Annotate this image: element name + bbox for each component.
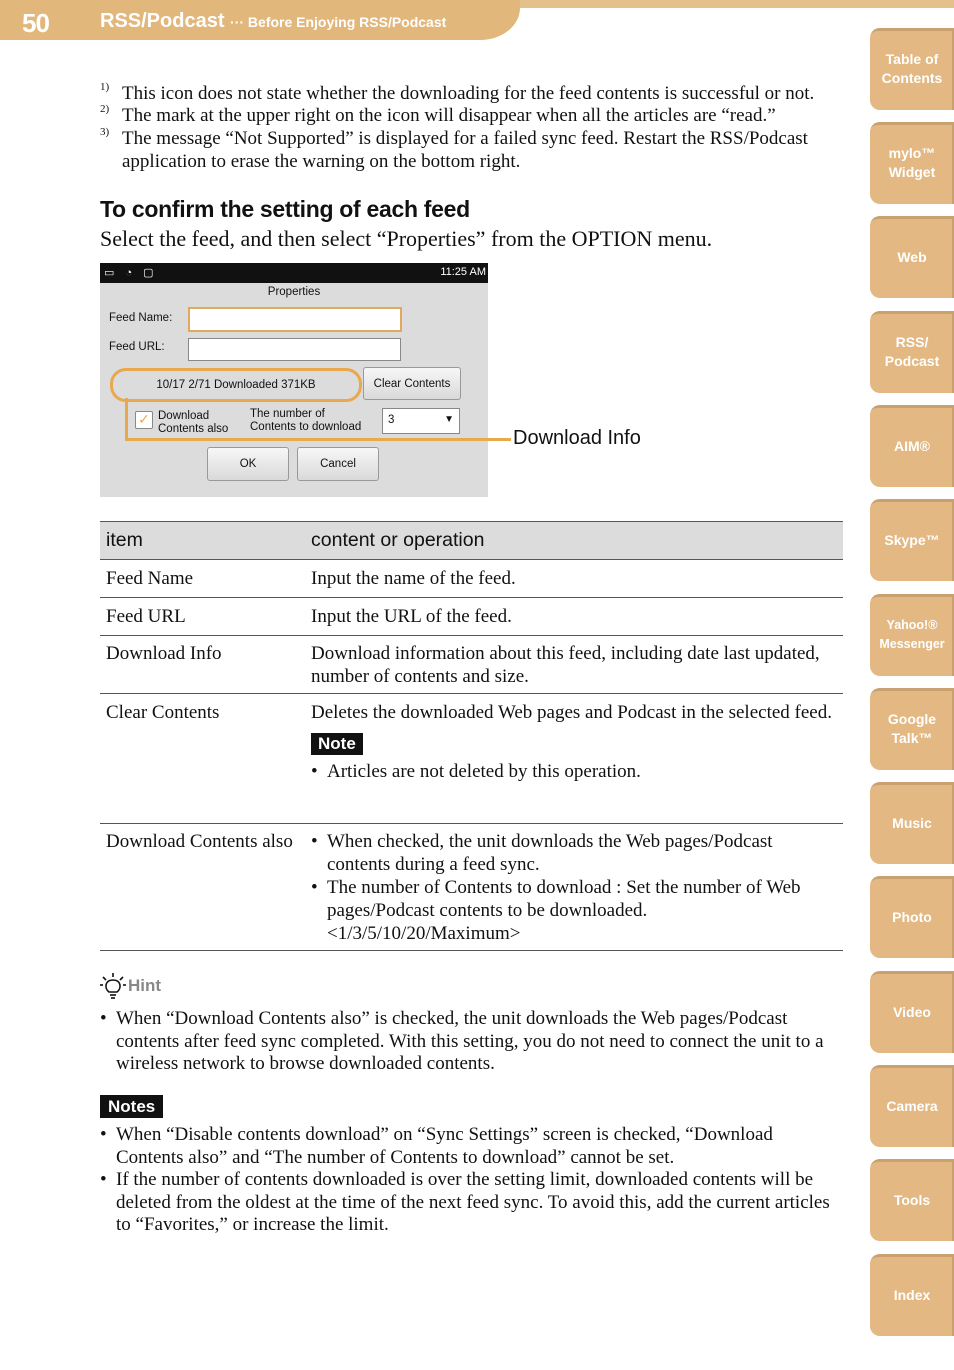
row-item: Feed URL [106,606,186,627]
tab-google-talk[interactable]: Google Talk™ [870,688,954,770]
list-item: • The number of Contents to download : Set the number of Web pages/Podcast contents to be downloaded. <1/3/5/10/20/Maximum> [311,876,839,945]
hint-label: Hint [128,976,162,995]
section-heading: To confirm the setting of each feed [100,196,470,222]
tab-web[interactable]: Web [870,216,954,298]
hint-text: • When “Download Contents also” is checked, the unit downloads the Web pages/Podcast contents after feed sync completed. With this setting, you do not need to connect the unit to a wireless network to browse downloaded contents. [100,1008,840,1076]
tab-camera[interactable]: Camera [870,1065,954,1147]
feed-name-input[interactable] [188,307,402,332]
note-badge: Note [311,733,363,755]
list-item: • When checked, the unit downloads the Web pages/Podcast contents during a feed sync. [311,830,839,876]
tab-tools[interactable]: Tools [870,1159,954,1241]
hint-heading [100,972,161,1000]
properties-table [100,521,843,951]
row-item: Feed Name [106,568,194,589]
row-content-block [311,701,839,783]
header-item: item [106,529,143,551]
notes-badge: Notes [100,1095,163,1118]
footnote-mark: 1) [100,81,110,93]
cancel-button[interactable]: Cancel [297,447,379,481]
breadcrumb [100,10,446,33]
clear-contents-button[interactable]: Clear Contents [363,367,461,400]
feed-url-input[interactable] [188,338,401,361]
dialog-title: Properties [267,286,321,298]
row-item: Download Contents also [106,831,293,852]
tab-rss-podcast[interactable]: RSS/ Podcast [870,311,954,393]
note-text: • Articles are not deleted by this operation. [311,760,839,783]
tab-video[interactable]: Video [870,971,954,1053]
table-header [100,521,843,560]
number-of-contents-value: 3 [388,414,395,426]
row-content: Input the URL of the feed. [311,606,512,627]
table-row [100,824,843,951]
table-row [100,560,843,598]
hint-text-block [100,1008,840,1076]
download-info: 10/17 2/71 Downloaded 371KB [110,368,362,402]
download-info-callout: Download Info [513,427,641,449]
footnote-2 [100,104,840,127]
status-icons: ▭ ◔ ▢ [104,267,158,279]
footnote-text: This icon does not state whether the downloading for the feed contents is successful or not. [122,83,815,104]
tab-skype[interactable]: Skype™ [870,499,954,581]
feed-name-label: Feed Name: [109,312,173,324]
list-item: • If the number of contents downloaded is over the setting limit, downloaded contents will be deleted from the oldest at the time of the next feed sync. To avoid this, add the current articles to “Favorites,” or increase the limit. [100,1169,840,1237]
footnote-3 [100,127,840,173]
ok-button[interactable]: OK [207,447,289,481]
tab-music[interactable]: Music [870,782,954,864]
status-bar [100,263,488,283]
number-of-contents-select[interactable] [382,408,460,434]
row-content: Deletes the downloaded Web pages and Podcast in the selected feed. [311,702,832,723]
tab-photo[interactable]: Photo [870,876,954,958]
footnote-text: The mark at the upper right on the icon will disappear when all the articles are “read.” [122,105,776,126]
tab-yahoo-messenger[interactable]: Yahoo!® Messenger [870,594,954,676]
table-row [100,694,843,824]
tab-table-of-contents[interactable]: Table of Contents [870,28,954,110]
page-number: 50 [22,8,49,38]
status-time: 11:25 AM [440,266,486,278]
instruction-text: Select the feed, and then select “Properties” from the OPTION menu. [100,226,713,251]
footnote-mark: 3) [100,126,110,138]
callout-line [488,438,510,441]
subsection-title: ··· Before Enjoying RSS/Podcast [230,14,447,30]
tab-mylo-widget[interactable]: mylo™ Widget [870,122,954,204]
footnote-1 [100,82,840,105]
tab-index[interactable]: Index [870,1254,954,1336]
section-title: RSS/Podcast [100,10,225,32]
dropdown-arrow-icon: ▼ [444,414,454,425]
list-item: • When “Disable contents download” on “Sync Settings” screen is checked, “Download Contents also” and “The number of Contents to download” cannot be set. [100,1124,840,1169]
tab-aim[interactable]: AIM® [870,405,954,487]
table-row [100,636,843,694]
row-content: Download information about this feed, including date last updated, number of contents and size. [311,643,820,687]
feed-url-label: Feed URL: [109,341,165,353]
download-contents-label: Download Contents also [158,410,229,435]
download-contents-checkbox[interactable]: ✓ [135,411,153,429]
notes-list [100,1124,840,1237]
row-content-block [311,830,839,945]
number-of-contents-label: The number of Contents to download [250,408,362,433]
footnote-text: The message “Not Supported” is displayed for a failed sync feed. Restart the RSS/Podcast application to erase the warning on the bottom right. [122,128,808,172]
footnote-mark: 2) [100,103,110,115]
row-content: Input the name of the feed. [311,568,516,589]
row-item: Download Info [106,643,222,664]
properties-screenshot [100,263,488,497]
row-item: Clear Contents [106,702,220,723]
table-row [100,598,843,636]
header-content: content or operation [311,529,485,551]
page-header [0,0,954,40]
lightbulb-icon [100,972,126,1000]
